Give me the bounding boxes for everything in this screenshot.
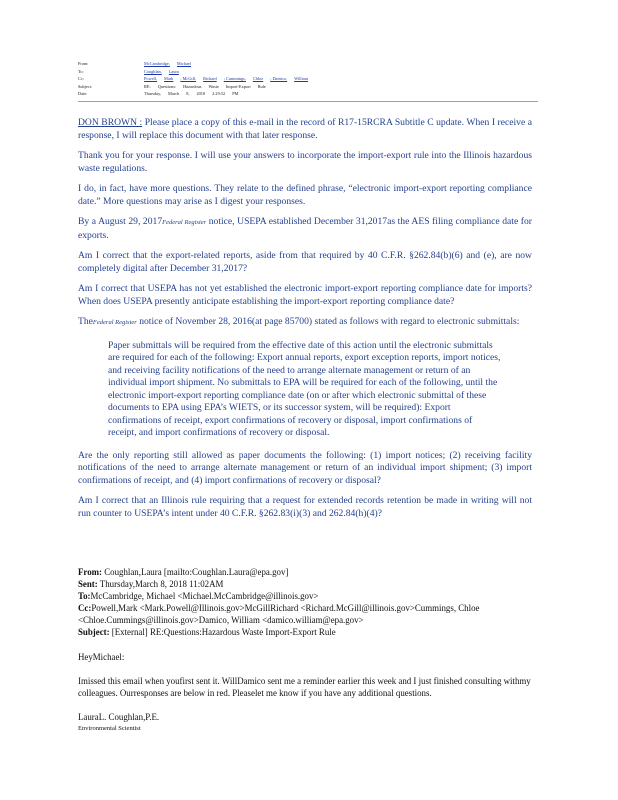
header-cc-part: Powell, (144, 76, 158, 82)
header-subject-part: RE: (144, 83, 151, 89)
paragraph-8: Are the only reporting still allowed as paper documents the following: (1) import notices; (2) receiving facility notifications of the need to arrange alternate management or return of an individual import shipment; (3) import confirmations of receipt, and (4) import confirmations of recovery or disposal? (78, 449, 532, 486)
signature-name: LauraL. Coughlan,P.E. (78, 711, 160, 722)
quoted-to-value[interactable]: McCambridge, Michael <Michael.McCambridge@illinois.gov> (90, 591, 319, 602)
email-header (78, 60, 538, 102)
header-date-value (144, 90, 245, 98)
quoted-sent-label: Sent: (78, 579, 98, 590)
header-from-label: From: (78, 61, 89, 66)
quoted-cc-line (78, 602, 548, 614)
addressee: DON BROWN : (78, 117, 143, 128)
header-cc-part: ; Damico, (270, 76, 288, 82)
federal-register-citation: Federal Register (162, 219, 207, 226)
header-subject-part: Questions: (157, 83, 177, 89)
paragraph-1 (78, 117, 532, 142)
header-date-part: 8, (186, 91, 190, 97)
paragraph-3: I do, in fact, have more questions. They relate to the defined phrase, “electronic import-export reporting compliance date.” More questions may arise as I digest your responses. (78, 183, 532, 207)
paragraph-9: Am I correct that an Illinois rule requiring that a request for extended records retention be made in writing will not run counter to USEPA’s intent under 40 C.F.R. §262.83(i)(3) and 262.84(h)(4)? (78, 495, 532, 519)
header-date-part: Thursday, (144, 91, 162, 97)
header-date-part: 2018 (196, 91, 206, 97)
header-cc-part: William (294, 76, 309, 82)
header-cc-part: Mark (164, 76, 174, 82)
reply-message: Imissed this email when youfirst sent it. WillDamico sent me a reminder earlier this week and I just finished consulting withmy colleagues. Ourresponses are below in red. Pleaselet me know if you have any additional questions. (78, 675, 531, 698)
quoted-to-line (78, 590, 548, 602)
header-date-part: 2:29:52 (212, 91, 226, 97)
paragraph-7-text-b: notice of November 28, 2016(at page 85700) stated as follows with regard to electronic submittals: (136, 316, 520, 327)
header-from-part: McCambridge, (144, 61, 170, 66)
header-cc-part: ; Cummings, (223, 76, 246, 82)
paragraph-4-text-a: By a August 29, 2017 (78, 216, 163, 227)
paragraph-6: Am I correct that USEPA has not yet established the electronic import-export reporting compliance date for imports? When does USEPA presently anticipate establishing the import-export reporting compliance date? (78, 283, 532, 307)
header-subject-part: Import-Export (225, 83, 251, 89)
header-from-row (78, 60, 538, 68)
paragraph-5: Am I correct that the export-related reports, aside from that required by 40 C.F.R. §262.84(b)(6) and (e), are now completely digital after December 31,2017? (78, 250, 532, 274)
header-to-part: Coughlan, (144, 68, 162, 74)
paragraph-1-text: Please place a copy of this e-mail in the record of R17-15RCRA Subtitle C update. When I receive a response, I will replace this document with that later response. (78, 117, 532, 141)
header-date-label: Date: (78, 91, 88, 97)
header-date-row (78, 90, 538, 98)
header-cc-value[interactable] (144, 75, 315, 83)
header-date-part: March (168, 91, 180, 97)
header-cc-part: ; McGill, (180, 76, 197, 82)
quoted-from-line (78, 566, 548, 578)
block-quote: Paper submittals will be required from the effective date of this action until the electronic submittals are required for each of the following: Export annual reports, export exception reports, import notices, and receiving facility notifications of the need to arrange alternate management or return of an individual import shipment. No submittals to EPA will be required for each of the following, until the electronic import-export reporting compliance date (on or after which electronic submittal of these documents to EPA using EPA’s WIETS, or its successor system, will be required): Export confirmations of receipt, export confirmations of recovery or disposal, import confirmations of receipt, and import confirmations of recovery or disposal. (108, 339, 501, 438)
quoted-email (78, 566, 548, 735)
header-from-part: Michael (176, 61, 191, 66)
header-cc-label: Cc: (78, 76, 84, 82)
paragraph-7-text-a: The (78, 316, 93, 327)
paragraph-2: Thank you for your response. I will use your answers to incorporate the import-export rule into the Illinois hazardous waste regulations. (78, 150, 532, 174)
header-from-value[interactable] (144, 60, 198, 68)
header-date-part: PM (232, 91, 239, 97)
header-subject-value (144, 83, 273, 91)
greeting: HeyMichael: (78, 651, 125, 662)
quoted-cc-value-1[interactable]: Powell,Mark <Mark.Powell@Illinois.gov>McGillRichard <Richard.McGill@illinois.gov>Cummings, Chloe (91, 603, 480, 614)
header-cc-row (78, 75, 538, 83)
header-to-value[interactable] (144, 68, 186, 76)
header-cc-part: Chloe (252, 76, 264, 82)
quoted-from-label: From: (78, 567, 102, 577)
header-divider (78, 101, 538, 102)
header-subject-label: Subject: (78, 83, 93, 89)
federal-register-citation: Federal Register (92, 319, 137, 326)
header-to-row (78, 68, 538, 76)
quoted-subject-line (78, 626, 548, 638)
quoted-cc-value-2[interactable]: <Chloe.Cummings@illinois.gov>Damico, William <damico.william@epa.gov> (78, 615, 364, 626)
quoted-cc-label: Cc: (78, 603, 92, 614)
header-to-label: To: (78, 68, 84, 74)
paragraph-7 (78, 316, 532, 330)
email-body (78, 117, 532, 520)
header-subject-part: Hazardous (183, 83, 202, 89)
quoted-subject-value: [External] RE:Questions:Hazardous Waste Import-Export Rule (109, 627, 336, 638)
quoted-cc-line-2 (78, 614, 548, 626)
quoted-from-value[interactable]: Coughlan,Laura [mailto:Coughlan.Laura@epa.gov] (102, 567, 289, 577)
header-cc-part: Richard (203, 76, 217, 82)
quoted-sent-value: Thursday,March 8, 2018 11:02AM (97, 579, 224, 590)
paragraph-4 (78, 216, 532, 242)
quoted-to-label: To: (78, 591, 91, 602)
header-subject-part: Rule (257, 83, 266, 89)
header-subject-part: Waste (208, 83, 219, 89)
paragraph-4-text-b: notice, USEPA established December 31,2017as the AES filing compliance date for exports. (78, 216, 532, 241)
signature-title: Environmental Scientist (78, 724, 141, 732)
header-subject-row (78, 83, 538, 91)
quoted-subject-label: Subject: (78, 627, 110, 638)
quoted-sent-line (78, 578, 548, 590)
header-to-part: Laura (168, 68, 179, 74)
